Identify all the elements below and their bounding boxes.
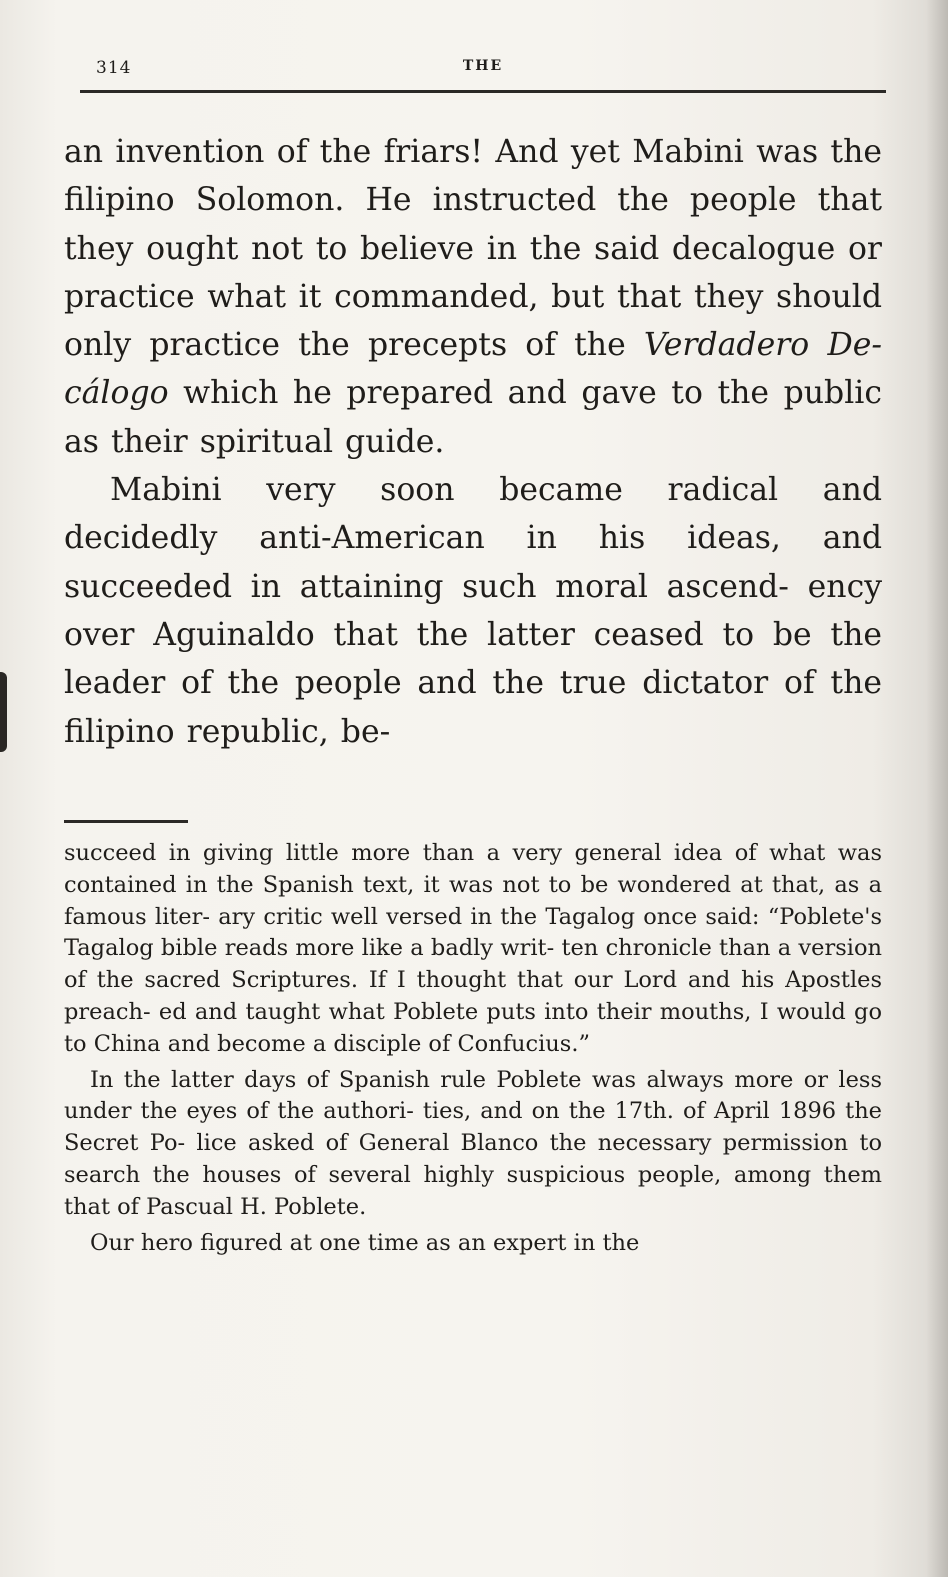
main-p2-line-3: succeeded in attaining such moral ascend- — [64, 568, 789, 605]
fn-p1-line-2: idea of what was contained in the Spanish text, it — [64, 840, 882, 898]
page-edge-shadow — [926, 0, 948, 1577]
footnote-paragraph-2 — [64, 1065, 882, 1224]
fn-p1-line-9: I would go to China and become a disciple of — [64, 998, 882, 1057]
footnote-rule — [64, 820, 188, 823]
main-p2-line-5: to be the leader of the people and the — [64, 616, 882, 702]
main-text — [64, 128, 882, 756]
main-p1-line-2: was the filipino Solomon. He instructed — [64, 134, 883, 219]
fn-p2-line-3: ties, and on the 17th. of April 1896 the Secret Po- — [64, 1098, 882, 1157]
main-p1-line-7b: which he prepared and gave to the — [168, 375, 770, 412]
main-p1-line-4: in the said decalogue or practice what it — [64, 230, 882, 315]
main-p1-line-3: the people that they ought not to believe — [64, 182, 883, 267]
italic-title-verdadero: Verdadero De- — [643, 327, 882, 364]
fn-p3-line-1: Our hero figured at one time as an expert in the — [90, 1229, 640, 1256]
fn-p1-line-6: ten chronicle than a version of the sacred Scriptures. — [64, 935, 882, 994]
fn-p1-line-3: was not to be wondered at that, as a famous liter- — [64, 871, 882, 930]
fn-p1-line-4: ary critic well versed in the Tagalog once said: — [218, 903, 760, 930]
running-head: THE — [462, 58, 504, 74]
fn-p2-line-1: In the latter days of Spanish rule Poblete was — [90, 1066, 637, 1093]
italic-title-decalogo: cálogo — [64, 375, 169, 412]
footnote-block — [64, 838, 882, 1259]
main-p1-line-8: public as their spiritual guide. — [64, 375, 882, 460]
main-paragraph-2 — [64, 466, 882, 756]
page-header — [80, 52, 886, 96]
main-p2-line-4: ency over Aguinaldo that the latter ceased — [64, 568, 883, 653]
main-p2-line-6: true dictator of the filipino republic, be- — [64, 665, 882, 750]
fn-p1-line-1: succeed in giving little more than a very general — [64, 840, 662, 866]
footnote-paragraph-1 — [64, 838, 882, 1061]
fn-p1-line-7: If I thought that our Lord and his Apostles preach- — [64, 967, 883, 1025]
fn-p1-line-10: Confucius.” — [457, 1030, 590, 1057]
fn-p2-line-4: lice asked of General Blanco the necessary permission — [196, 1130, 849, 1157]
main-p2-line-2: decidedly anti-American in his ideas, and — [64, 520, 882, 557]
main-p1-line-5: commanded, but that they should only — [64, 278, 882, 364]
fn-p1-line-5: “Poblete's Tagalog bible reads more like a badly writ- — [64, 903, 883, 962]
main-p1-line-1: an invention of the friars! And yet Mabini — [64, 134, 744, 170]
fn-p1-line-8: ed and taught what Poblete puts into their mouths, — [158, 998, 752, 1025]
main-p1-line-6a: practice the precepts of the — [149, 327, 644, 364]
fn-p2-line-6: people, among them that of Pascual H. Poblete. — [64, 1161, 882, 1220]
header-rule — [80, 90, 886, 93]
fn-p2-line-2: always more or less under the eyes of the authori- — [64, 1066, 883, 1125]
main-p2-line-1: Mabini very soon became radical and — [110, 472, 882, 509]
binding-mark — [0, 672, 7, 752]
main-paragraph-1 — [64, 128, 882, 466]
footnote-paragraph-3 — [64, 1228, 882, 1260]
page-number: 314 — [96, 58, 132, 78]
fn-p2-line-5: to search the houses of several highly suspicious — [64, 1130, 882, 1188]
